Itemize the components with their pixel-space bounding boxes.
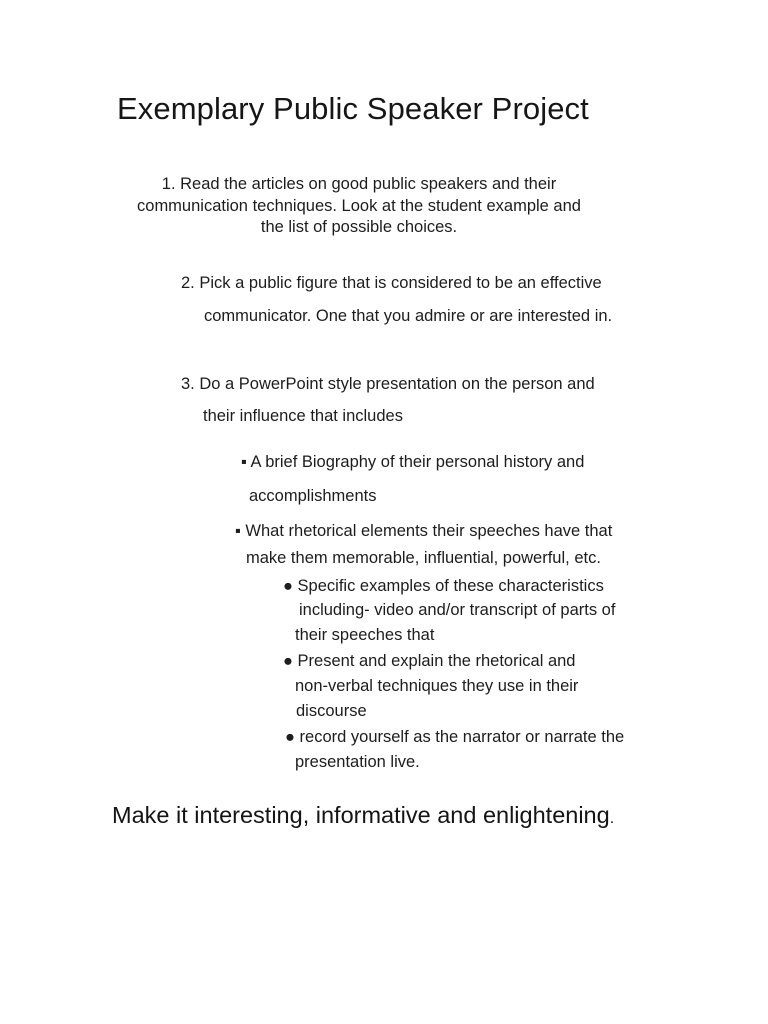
sub-bullet-techniques-line-3: discourse — [296, 702, 367, 720]
step-2-line-2: communicator. One that you admire or are interested in. — [204, 307, 613, 325]
sub-bullet-examples-line-3: their speeches that — [295, 626, 435, 644]
sub-bullet-examples-line-1: ● Specific examples of these characteristics — [283, 577, 604, 595]
sub-bullet-techniques-line-1: ● Present and explain the rhetorical and — [283, 652, 576, 670]
bullet-rhetorical-line-1: ▪ What rhetorical elements their speeches have that — [235, 522, 613, 540]
step-3-line-2: their influence that includes — [203, 407, 403, 425]
step-2-line-1: 2. Pick a public figure that is considered to be an effective — [181, 274, 602, 292]
bullet-biography-line-2: accomplishments — [249, 487, 377, 505]
sub-bullet-narration-line-2: presentation live. — [295, 753, 420, 771]
closing-statement-period: . — [609, 810, 615, 827]
page-title: Exemplary Public Speaker Project — [117, 91, 589, 126]
instruction-step-1 — [117, 174, 601, 239]
sub-bullet-narration-line-1: ● record yourself as the narrator or narrate the — [285, 728, 625, 746]
step-1-line-3: the list of possible choices. — [260, 218, 458, 236]
bullet-biography-line-1: ▪ A brief Biography of their personal history and — [241, 453, 585, 471]
closing-statement-text: Make it interesting, informative and enlightening — [112, 802, 610, 828]
sub-bullet-techniques-line-2: non-verbal techniques they use in their — [295, 677, 579, 695]
bullet-rhetorical-line-2: make them memorable, influential, powerful, etc. — [246, 549, 601, 567]
sub-bullet-examples-line-2: including- video and/or transcript of parts of — [299, 601, 616, 619]
step-1-line-1: 1. Read the articles on good public speakers and their — [161, 175, 557, 193]
closing-statement — [112, 802, 614, 829]
step-1-line-2: communication techniques. Look at the student example and — [137, 196, 581, 215]
step-3-line-1: 3. Do a PowerPoint style presentation on the person and — [181, 375, 595, 393]
